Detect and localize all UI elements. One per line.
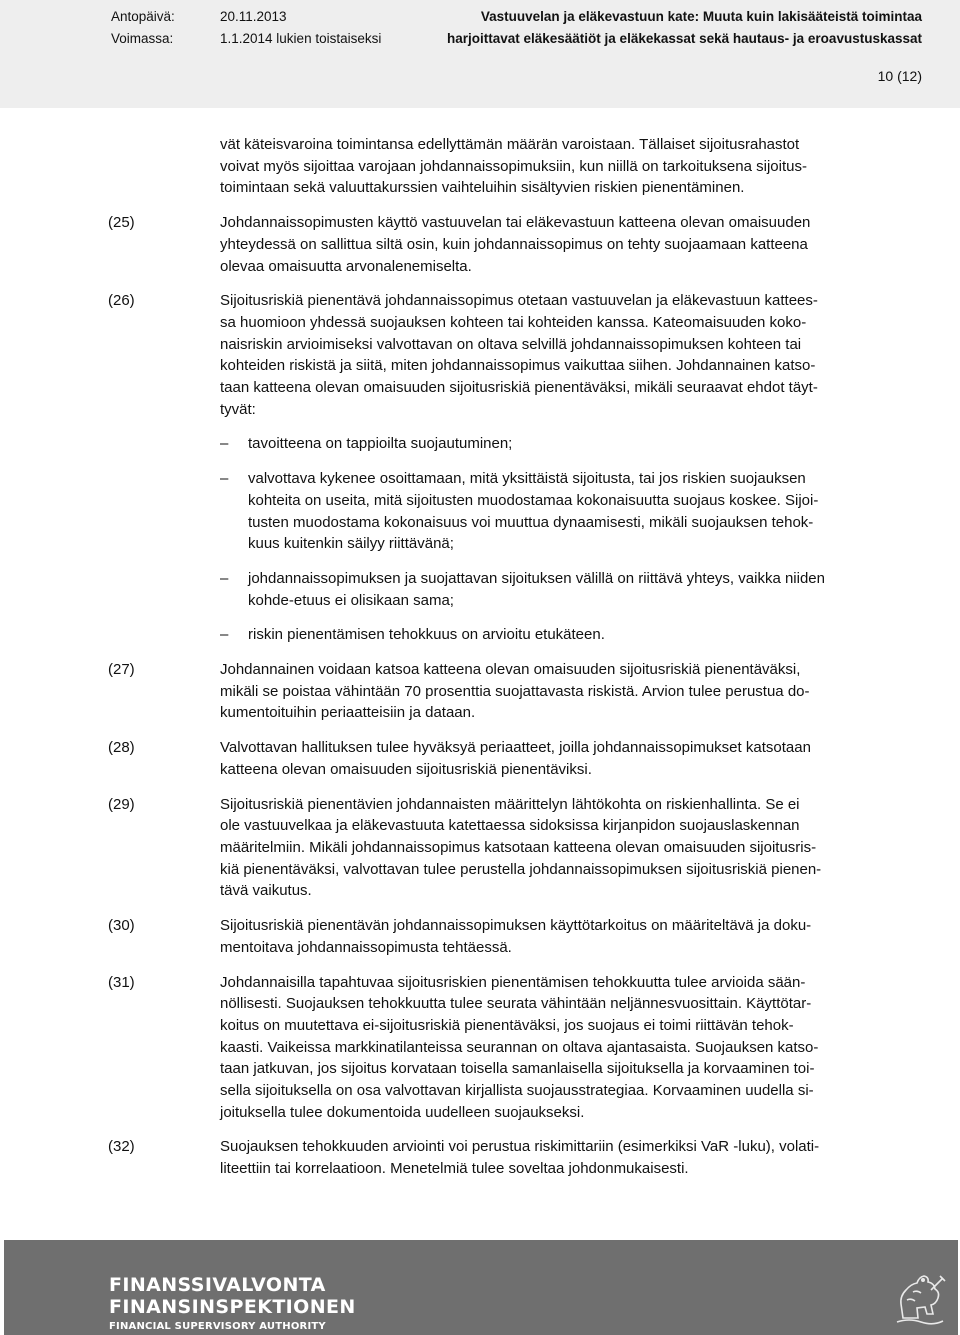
paragraph-25 (0, 212, 960, 277)
text-line: Johdannaisilla tapahtuvaa sijoitusriskien pienentämisen tehokkuutta tulee arvioida sään- (220, 973, 806, 991)
paragraph-number: (31) (108, 973, 135, 991)
paragraph-number: (27) (108, 661, 135, 679)
text-line: voivat myös sijoittaa varojaan johdannaissopimuksiin, kun niillä on tarkoituksena sijoitus- (220, 157, 807, 175)
text-line: liteettiin tai korrelaatioon. Menetelmiä tulee soveltaa johdonmukaisesti. (220, 1160, 689, 1178)
page-number: 10 (12) (877, 68, 922, 84)
text-line: valvottava kykenee osoittamaan, mitä yksittäistä sijoitusta, tai jos riskien suojauksen (248, 470, 806, 488)
paragraph-27 (0, 659, 960, 724)
text-line: mentoitava johdannaissopimusta tehtäessä. (220, 938, 512, 956)
paragraph-number: (30) (108, 917, 135, 935)
bullet-item (0, 468, 960, 555)
text-line: Johdannaissopimusten käyttö vastuuvelan tai eläkevastuun katteena olevan omaisuuden (220, 214, 811, 232)
text-line: kohteita on useita, mitä sijoitusten muodostamaa kokonaisuutta suojaus koskee. Sijoi- (248, 491, 819, 509)
text-line: katteena olevan omaisuuden sijoitusriskiä pienentäviksi. (220, 760, 592, 778)
text-line: kaasti. Vaikeissa markkinatilanteissa seurannan on oltava ajantasaista. Suojauksen katso- (220, 1038, 819, 1056)
text-line: koitus on muutettava ei-sijoitusriskiä pienentäväksi, jos suojaus ei toimi riittävän tehok- (220, 1016, 794, 1034)
text-line: naisriskin arvioimiseksi valvottavan on oltava selvillä johdannaissopimuksen kohteen tai (220, 335, 802, 353)
text-line: Sijoitusriskiä pienentävän johdannaissopimuksen käyttötarkoitus on määriteltävä ja doku- (220, 917, 812, 935)
paragraph-number: (25) (108, 214, 135, 232)
dash-bullet-icon: – (220, 435, 229, 453)
page-footer (4, 1240, 958, 1335)
text-line: kumentoituihin periaatteisiin ja dataan. (220, 704, 476, 722)
text-line: taan jatkuvan, jos sijoitus korvataan toisella samanlaisella sijoituksella ja korvaaminen toi- (220, 1060, 815, 1078)
text-line: nöllisesti. Suojauksen tehokkuutta tulee seurata vähintään neljännesvuosittain. Käyttötar- (220, 995, 812, 1013)
bullet-item (0, 568, 960, 611)
document-body (0, 134, 960, 1180)
text-line: Johdannainen voidaan katsoa katteena olevan omaisuuden sijoitusriskiä pienentäväksi, (220, 661, 801, 679)
text-line: tävä vaikutus. (220, 882, 312, 900)
antopaiva-label: Antopäivä: (111, 9, 175, 24)
text-line: tavoitteena on tappioilta suojautuminen; (248, 435, 513, 453)
document-title-line1: Vastuuvelan ja eläkevastuun kate: Muuta kuin lakisääteistä toimintaa (480, 9, 922, 24)
document-title-line2: harjoittavat eläkesäätiöt ja eläkekassat sekä hautaus- ja eroavustuskassat (446, 31, 922, 46)
text-line: tusten muodostama kokonaisuus voi muuttua dynaamisesti, mikäli suojauksen tehok- (248, 513, 814, 531)
paragraph-number: (26) (108, 292, 135, 310)
text-line: vät käteisvaroina toimintansa edellyttämän määrän varoistaan. Tällaiset sijoitusrahastot (220, 136, 800, 153)
lion-emblem-icon (891, 1268, 949, 1328)
voimassa-value: 1.1.2014 lukien toistaiseksi (220, 31, 382, 46)
paragraph-number: (29) (108, 795, 135, 813)
paragraph-28 (0, 737, 960, 780)
page-header (0, 0, 960, 108)
brand-name-sv: FINANSINSPEKTIONEN (109, 1296, 356, 1318)
text-line: sella sijoituksella on osa valvottavan kirjallista suojausstrategiaa. Korvaaminen uudella si- (220, 1082, 814, 1100)
paragraph-number: (32) (108, 1138, 135, 1156)
text-line: toimintaan sekä valuuttakurssien vaihteluihin sisältyvien riskien pienentäminen. (220, 179, 745, 197)
text-line: riskin pienentämisen tehokkuus on arvioitu etukäteen. (248, 626, 605, 644)
text-line: kiä pienentäväksi, valvottavan tulee perustella johdannaissopimuksen sijoitusriskiä pienen- (220, 860, 822, 878)
paragraph-29 (0, 794, 960, 903)
brand-name-en: FINANCIAL SUPERVISORY AUTHORITY (109, 1321, 326, 1332)
text-line: sa huomioon yhdessä suojauksen kohteen tai kohteiden kanssa. Kateomaisuuden koko- (220, 313, 807, 331)
text-line: kohteiden riskistä ja siitä, miten johdannaissopimus vaikuttaa siihen. Johdannainen katso- (220, 357, 816, 375)
voimassa-label: Voimassa: (111, 31, 174, 46)
brand-name-fi: FINANSSIVALVONTA (109, 1274, 326, 1296)
dash-bullet-icon: – (220, 626, 229, 644)
text-line: Valvottavan hallituksen tulee hyväksyä periaatteet, joilla johdannaissopimukset katsotaan (220, 739, 811, 757)
paragraph-continuation (0, 134, 960, 199)
text-line: kohde-etuus ei olisikaan sama; (248, 591, 454, 609)
paragraph-31 (0, 972, 960, 1124)
bullet-item (0, 433, 960, 455)
text-line: määritelmiin. Mikäli johdannaissopimus katsotaan katteena olevan omaisuuden sijoitusris- (220, 838, 817, 856)
text-line: ole vastuuvelkaa ja eläkevastuuta katettaessa sidoksissa kirjanpidon suojauslaskennan (220, 817, 800, 835)
text-line: Sijoitusriskiä pienentävien johdannaisten määrittelyn lähtökohta on riskienhallinta. Se ei (220, 795, 800, 813)
paragraph-30 (0, 915, 960, 958)
bullet-item (0, 624, 960, 646)
dash-bullet-icon: – (220, 470, 229, 488)
text-line: taan katteena olevan omaisuuden sijoitusriskiä pienentäväksi, mikäli seuraavat ehdot täyt- (220, 379, 818, 397)
text-line: tyvät: (220, 400, 256, 418)
text-line: johdannaissopimuksen ja suojattavan sijoituksen välillä on riittävä yhteys, vaikka niiden (248, 569, 825, 587)
text-line: joituksella tulee dokumentoida uudelleen suojaukseksi. (220, 1103, 585, 1121)
paragraph-26 (0, 290, 960, 420)
paragraph-number: (28) (108, 739, 135, 757)
text-line: olevaa omaisuutta arvonalenemiselta. (220, 257, 472, 275)
text-line: mikäli se poistaa vähintään 70 prosenttia suojattavasta riskistä. Arvion tulee perustua do- (220, 682, 810, 700)
text-line: Sijoitusriskiä pienentävä johdannaissopimus otetaan vastuuvelan ja eläkevastuun kattees- (220, 292, 818, 310)
antopaiva-value: 20.11.2013 (220, 9, 287, 24)
text-line: yhteydessä on sallittua siltä osin, kuin johdannaissopimus on tehty suojaamaan katteena (220, 235, 808, 253)
text-line: kuus kuitenkin säilyy riittävänä; (248, 535, 454, 553)
paragraph-32 (0, 1136, 960, 1179)
text-line: Suojauksen tehokkuuden arviointi voi perustua riskimittariin (esimerkiksi VaR -luku), volati- (220, 1138, 820, 1156)
dash-bullet-icon: – (220, 569, 229, 587)
